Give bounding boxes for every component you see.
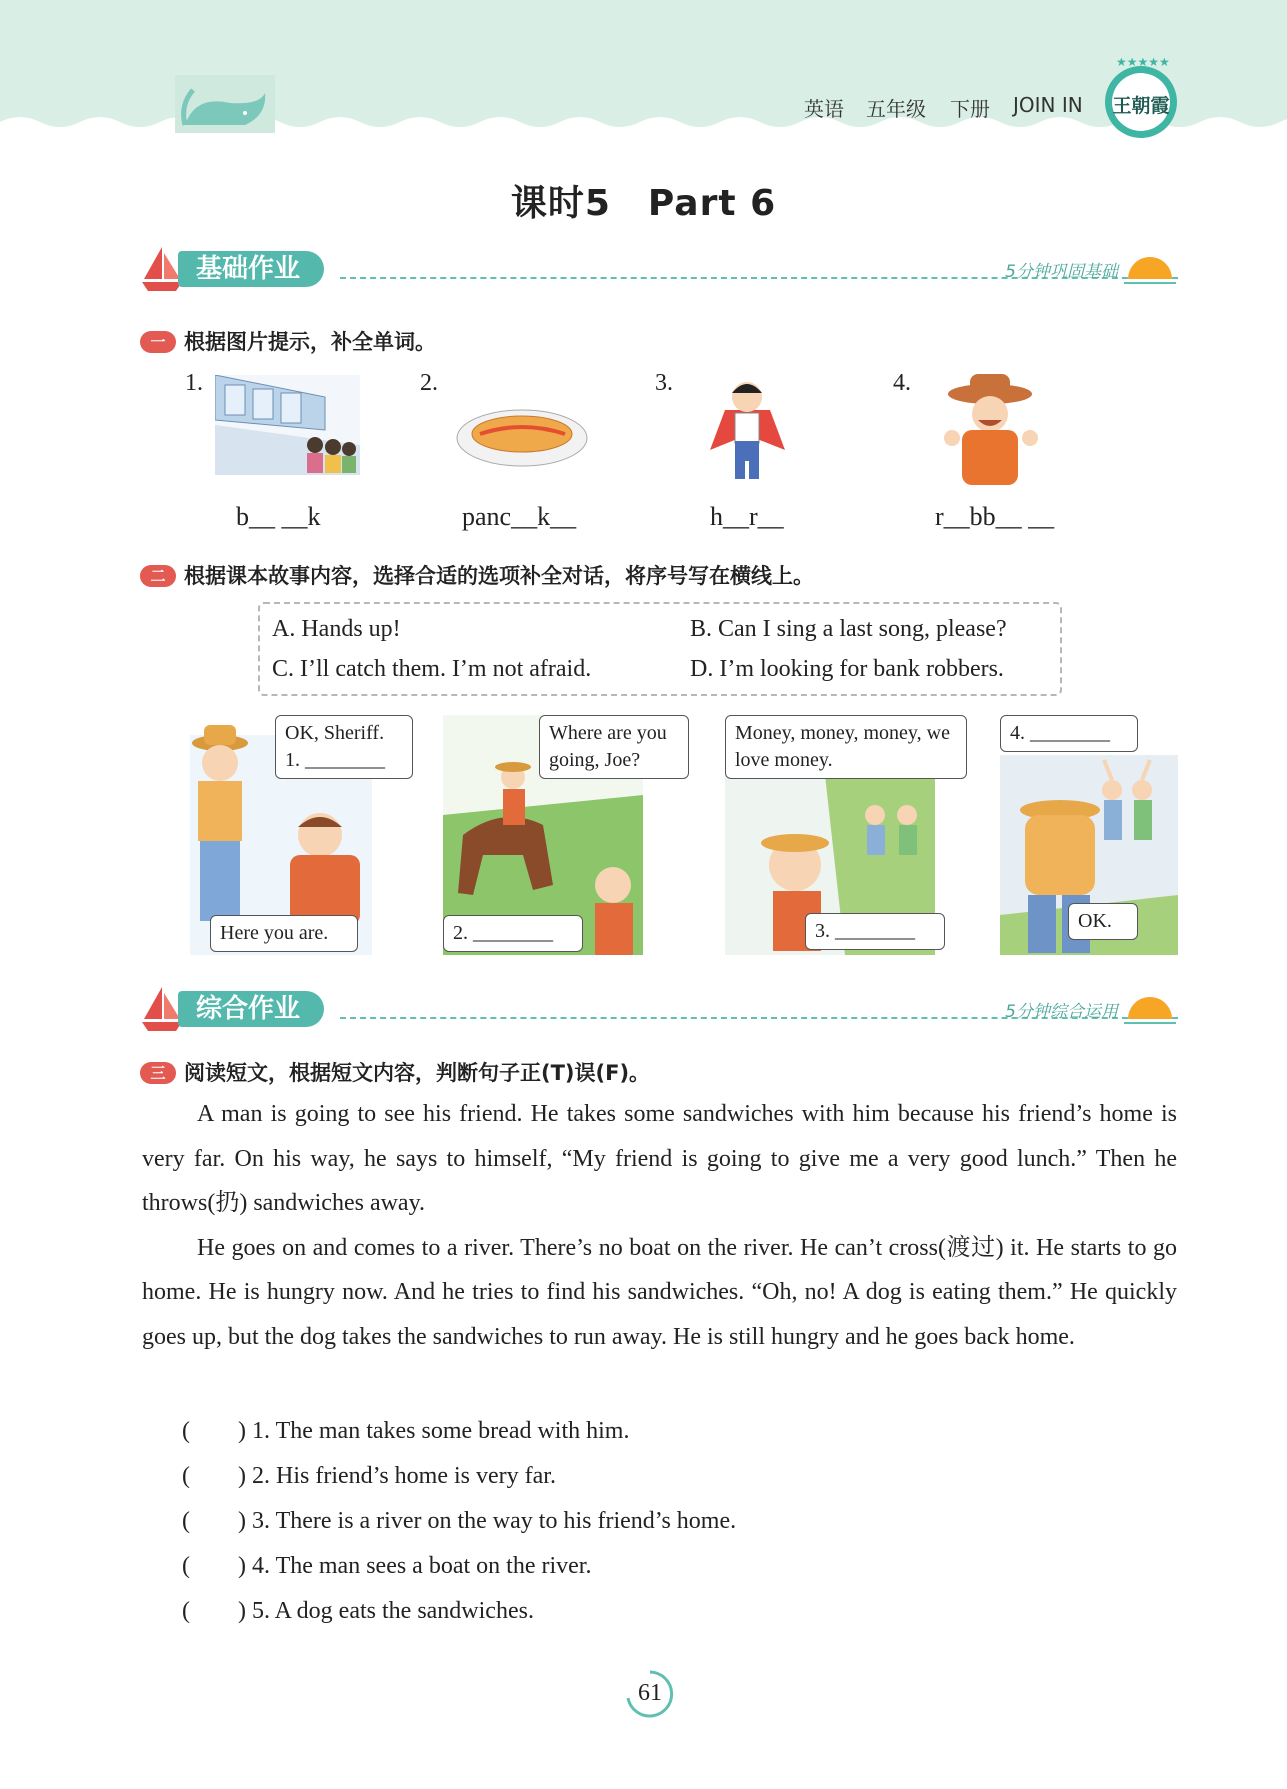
- page-number-container: [620, 1668, 680, 1718]
- comic-panel-4: [1000, 715, 1182, 955]
- q1-item-3-word: h__r__: [710, 502, 784, 531]
- q3-instruction: 阅读短文，根据短文内容，判断句子正(T)误(F)。: [184, 1061, 651, 1085]
- brand-badge: [1102, 58, 1180, 148]
- judge-statement-1: [182, 1410, 629, 1445]
- option-d: D. I’m looking for bank robbers.: [690, 656, 1004, 682]
- passage-paragraph-2: He goes on and comes to a river. There’s no boat on the river. He can’t cross(渡过) it. He starts to go home. He is hungry now. And he tries to find his sandwiches. “Oh, no! A dog is eating them.” He quickly goes up, but the dog takes the sandwiches to run away. He is still hungry and he goes back home.: [142, 1234, 1177, 1350]
- svg-text:★★★★★: ★★★★★: [1116, 58, 1170, 69]
- panel-3-answer-blank[interactable]: 3. ________: [805, 913, 945, 950]
- q1-item-3-num: 3.: [655, 370, 673, 396]
- comic-panel-1: [190, 715, 385, 955]
- panel-1-bubble-top: [275, 715, 413, 779]
- panel-1-answer-blank[interactable]: 1. ________: [285, 749, 385, 771]
- header-series: JOIN IN: [1013, 93, 1083, 117]
- section-integrated-banner: [140, 985, 1178, 1035]
- q2-heading: [140, 560, 814, 590]
- page-header: [0, 0, 1287, 150]
- panel-1-bubble-text: OK, Sheriff.: [285, 722, 385, 744]
- passage-paragraph-1: A man is going to see his friend. He takes some sandwiches with him because his friend’s home is very far. On his way, he says to himself, “My friend is going to give me a very good lunch.” Then he throws(扔) sandwiches away.: [142, 1101, 1177, 1216]
- header-volume: 下册: [950, 97, 990, 121]
- panel-1-bubble-bottom: Here you are.: [210, 915, 358, 952]
- judge-statement-4: [182, 1545, 591, 1580]
- judge-statement-3: [182, 1500, 736, 1535]
- q1-instruction: 根据图片提示，补全单词。: [184, 330, 436, 354]
- option-b: B. Can I sing a last song, please?: [690, 616, 1007, 642]
- whale-icon: [175, 75, 275, 135]
- q1-item-4-word: r__bb__ __: [935, 502, 1055, 531]
- comic-panel-3: [725, 715, 950, 955]
- section-basic-label: 基础作业: [178, 251, 324, 287]
- judge-statement-5: [182, 1590, 534, 1625]
- statement-text: 3. There is a river on the way to his friend’s home.: [252, 1508, 737, 1534]
- answer-paren[interactable]: ( ): [182, 1553, 246, 1579]
- statement-text: 2. His friend’s home is very far.: [252, 1463, 556, 1489]
- panel-4-answer-blank[interactable]: 4. ________: [1000, 715, 1138, 752]
- q2-number: 二: [140, 565, 176, 587]
- section-integrated-label: 综合作业: [178, 991, 324, 1027]
- q1-item-2-word: panc__k__: [462, 502, 577, 531]
- q1-item-1-word: b__ __k: [236, 502, 321, 531]
- panel-3-bubble-top: Money, money, money, we love money.: [725, 715, 967, 779]
- brand-name: 王朝霞: [1112, 95, 1170, 117]
- comic-panel-2: [443, 715, 667, 955]
- q1-heading: [140, 326, 436, 356]
- judge-statement-2: [182, 1455, 556, 1490]
- hero-icon: [705, 375, 790, 485]
- section-basic-banner: [140, 245, 1178, 295]
- answer-paren[interactable]: ( ): [182, 1463, 246, 1489]
- section-basic-hint: 5分钟巩固基础: [1005, 262, 1118, 282]
- panel-2-answer-blank[interactable]: 2. ________: [443, 915, 583, 952]
- q3-heading: [140, 1057, 650, 1087]
- header-grade: 五年级: [866, 97, 926, 121]
- pancake-icon: [455, 400, 590, 470]
- q1-item-2-num: 2.: [420, 370, 438, 396]
- page-number: 61: [638, 1680, 662, 1706]
- bank-icon: [215, 375, 360, 475]
- reading-passage: [142, 1092, 1177, 1359]
- answer-paren[interactable]: ( ): [182, 1598, 246, 1624]
- option-c: C. I’ll catch them. I’m not afraid.: [272, 656, 592, 682]
- option-a: A. Hands up!: [272, 616, 401, 642]
- options-box: [258, 602, 1062, 696]
- q1-number: 一: [140, 331, 176, 353]
- q1-item-4-num: 4.: [893, 370, 911, 396]
- answer-paren[interactable]: ( ): [182, 1508, 246, 1534]
- answer-paren[interactable]: ( ): [182, 1418, 246, 1444]
- statement-text: 1. The man takes some bread with him.: [252, 1418, 630, 1444]
- q2-instruction: 根据课本故事内容，选择合适的选项补全对话，将序号写在横线上。: [184, 564, 814, 588]
- header-subject: 英语: [804, 97, 844, 121]
- sunrise-icon: [1122, 251, 1178, 291]
- panel-2-bubble-top: Where are you going, Joe?: [539, 715, 689, 779]
- robber-icon: [940, 368, 1045, 488]
- statement-text: 4. The man sees a boat on the river.: [252, 1553, 592, 1579]
- statement-text: 5. A dog eats the sandwiches.: [252, 1598, 534, 1624]
- section-integrated-hint: 5分钟综合运用: [1005, 1002, 1118, 1022]
- q3-number: 三: [140, 1062, 176, 1084]
- sunrise-icon: [1122, 991, 1178, 1031]
- page-title: 课时5 Part 6: [510, 183, 777, 224]
- panel-4-bubble-bottom: OK.: [1068, 903, 1138, 940]
- q1-item-1-num: 1.: [185, 370, 203, 396]
